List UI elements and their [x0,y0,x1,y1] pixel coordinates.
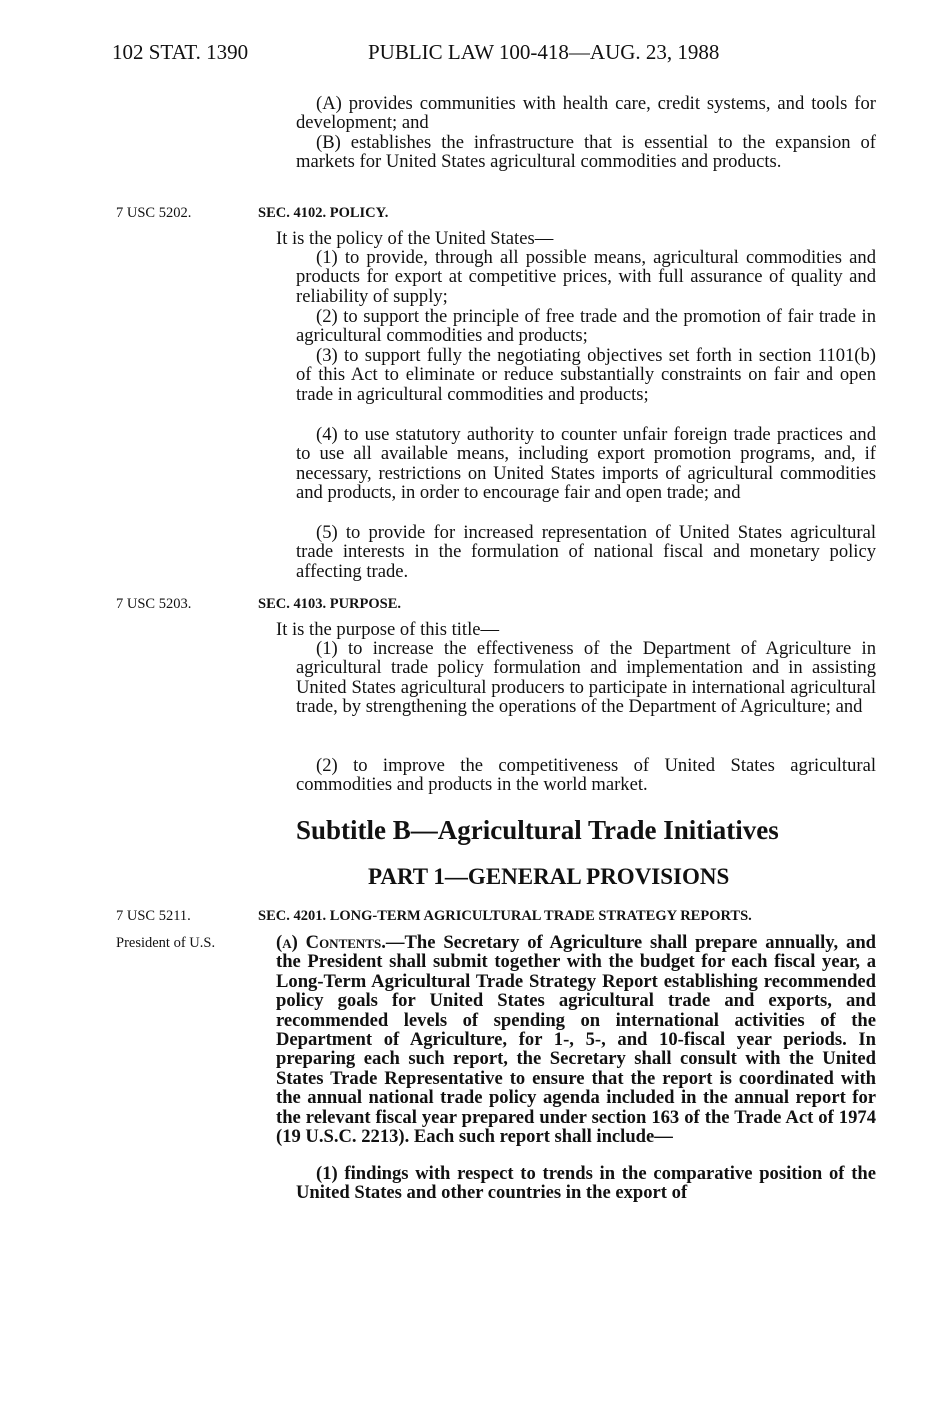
intro-item-a: (A) provides communities with health care, credit systems, and tools for development; and [296,93,876,134]
policy-item-5: (5) to provide for increased representation of United States agricultural trade interests in the formulation of national fiscal and monetary policy affecting trade. [296,522,876,582]
purpose-lead: It is the purpose of this title— [276,619,500,640]
policy-item-2: (2) to support the principle of free trade and the promotion of fair trade in agricultural commodities and products; [296,306,876,347]
margin-note-5202: 7 USC 5202. [116,205,192,221]
contents-paragraph [276,933,876,1146]
purpose-item-2: (2) to improve the competitiveness of United States agricultural commodities and products in the world market. [296,755,876,796]
margin-note-president: President of U.S. [116,935,216,951]
section-heading-4201: SEC. 4201. LONG-TERM AGRICULTURAL TRADE STRATEGY REPORTS. [258,908,752,924]
running-title: PUBLIC LAW 100-418—AUG. 23, 1988 [368,40,720,64]
page-number: 102 STAT. 1390 [112,40,249,64]
page-header [0,40,939,70]
part-heading: PART 1—GENERAL PROVISIONS [368,864,730,889]
policy-lead: It is the policy of the United States— [276,228,554,249]
contents-label: (a) Contents. [276,932,386,953]
contents-text: —The Secretary of Agriculture shall prepare annually, and the President shall submit together with the budget for each fiscal year, a Long-Term Agricultural Trade Strategy Report establishing recommended policy goals for United States agricultural trade and exports, and recommended levels of spending on international activities of the Department of Agriculture, for 1-, 5-, and 10-fiscal year periods. In preparing each such report, the Secretary shall consult with the United States Trade Representative to ensure that the report is coordinated with the annual national trade policy agenda included in the annual report for the relevant fiscal year prepared under section 163 of the Trade Act of 1974 (19 U.S.C. 2213). Each such report shall include— [276,932,876,1148]
policy-item-1: (1) to provide, through all possible means, agricultural commodities and products for export at competitive prices, with full assurance of quality and reliability of supply; [296,247,876,307]
report-item-1: (1) findings with respect to trends in the comparative position of the United States and other countries in the export of [296,1163,876,1204]
policy-item-3: (3) to support fully the negotiating objectives set forth in section 1101(b) of this Act to eliminate or reduce substantially constraints on fair and open trade in agricultural commodities and products; [296,345,876,405]
margin-note-5211: 7 USC 5211. [116,908,191,924]
section-heading-4103: SEC. 4103. PURPOSE. [258,596,402,612]
section-heading-4102: SEC. 4102. POLICY. [258,205,389,221]
margin-note-5203: 7 USC 5203. [116,596,192,612]
purpose-item-1: (1) to increase the effectiveness of the Department of Agriculture in agricultural trade policy formulation and implementation and in assisting United States agricultural producers to participate in international agricultural trade, by strengthening the operations of the Department of Agriculture; and [296,638,876,718]
policy-item-4: (4) to use statutory authority to counter unfair foreign trade practices and to use all available means, including export promotion programs, and, if necessary, restrictions on United States imports of agricultural commodities and products, in order to encourage fair and open trade; and [296,424,876,504]
intro-item-b: (B) establishes the infrastructure that is essential to the expansion of markets for United States agricultural commodities and products. [296,132,876,173]
subtitle-heading: Subtitle B—Agricultural Trade Initiatives [296,815,779,845]
